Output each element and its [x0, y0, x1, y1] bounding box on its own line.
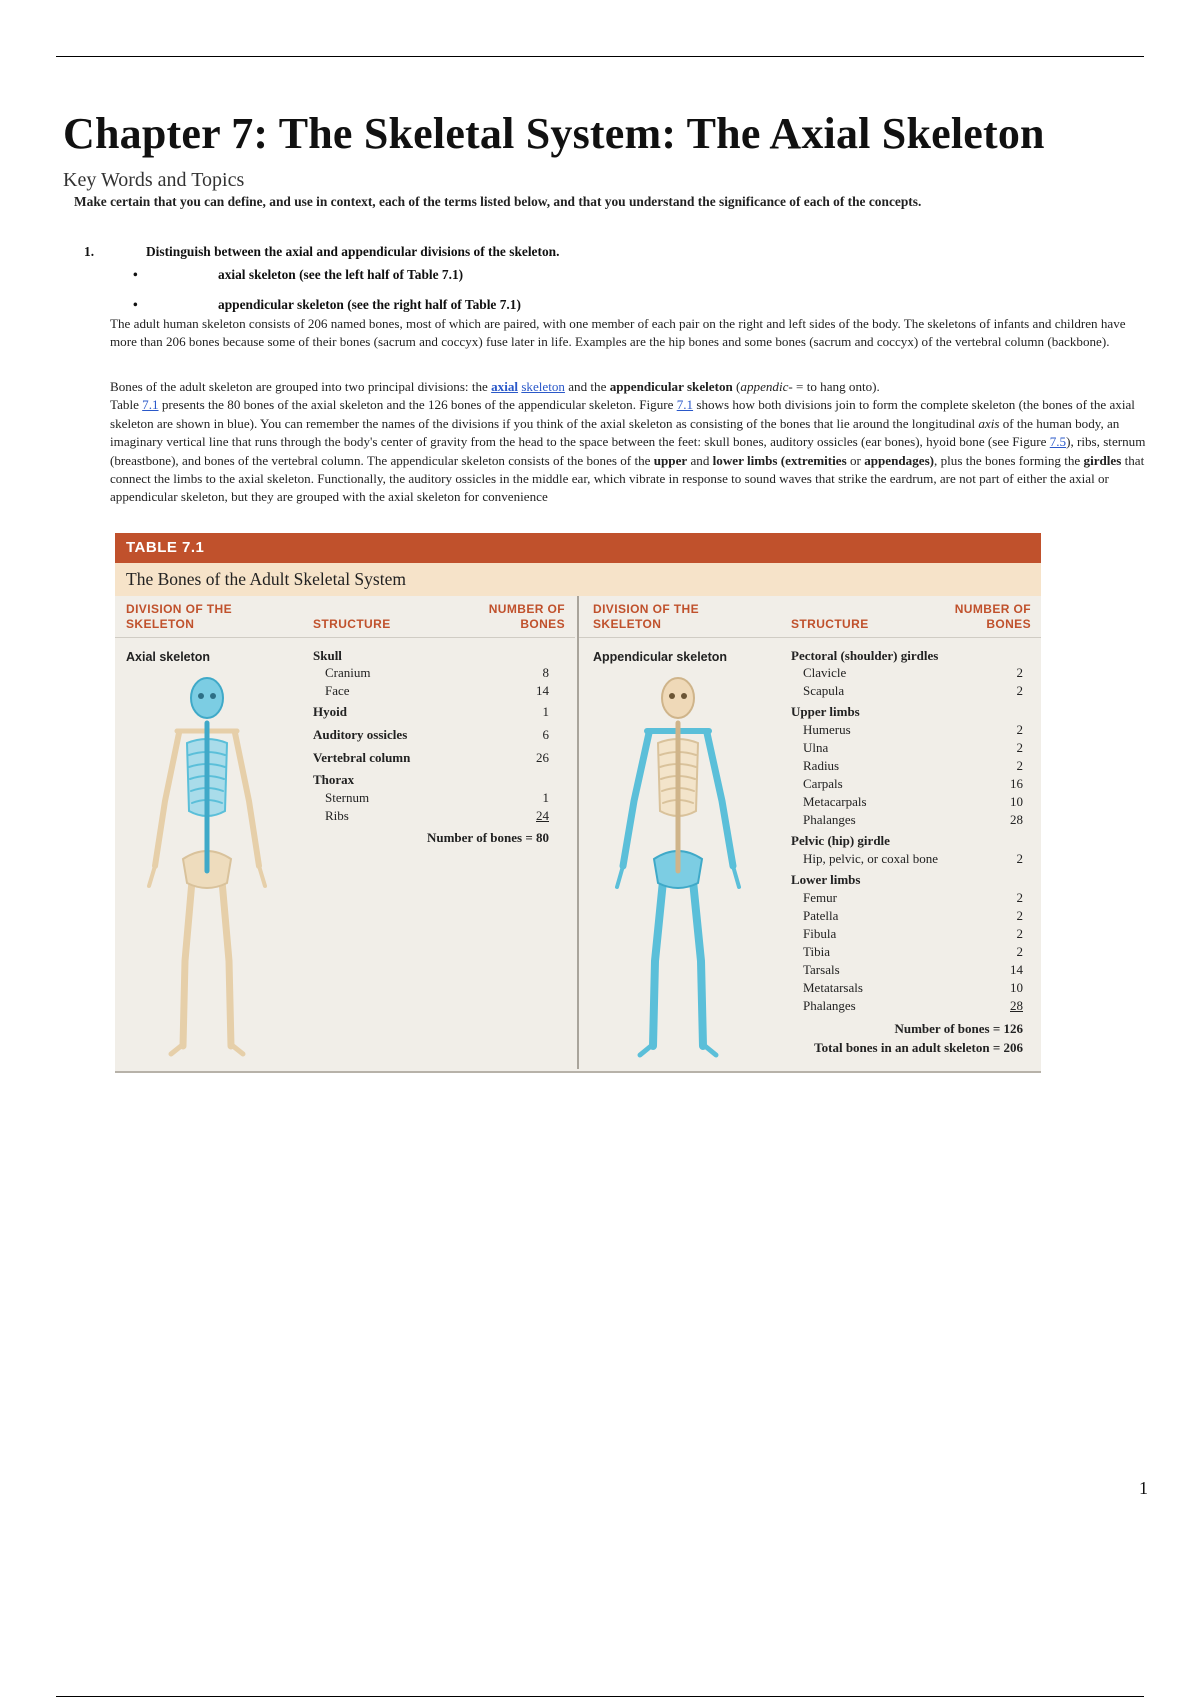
row-sternum: Sternum [325, 790, 370, 805]
row-pectoral-girdles: Pectoral (shoulder) girdles [791, 648, 939, 663]
header-division-left: DIVISION OF THE SKELETON [126, 602, 233, 631]
link-figure-7-1[interactable]: 7.1 [676, 397, 694, 413]
link-table-7-1[interactable]: 7.1 [142, 397, 159, 413]
count-auditory-ossicles: 6 [542, 727, 549, 742]
row-pelvic-girdle: Pelvic (hip) girdle [791, 833, 890, 848]
row-lower-limbs: Lower limbs [791, 872, 861, 887]
row-hyoid: Hyoid [313, 704, 347, 719]
appendicular-total: Number of bones = 126 [894, 1021, 1023, 1036]
term-lower-limbs: lower limbs (extremities [712, 452, 847, 468]
count-metacarpals: 10 [1010, 794, 1023, 809]
count-patella: 2 [1016, 908, 1023, 923]
header-separator [579, 637, 1041, 638]
row-tarsals: Tarsals [803, 962, 840, 977]
axial-skeleton-illustration [137, 671, 277, 1061]
text-run: and the [564, 379, 610, 394]
row-cranium: Cranium [325, 665, 371, 680]
row-phalanges-hand: Phalanges [803, 812, 856, 827]
count-phalanges-foot: 28 [1010, 998, 1023, 1013]
axial-total: Number of bones = 80 [426, 830, 549, 845]
term-appendic: appendic- [740, 379, 793, 394]
link-axial[interactable]: axial [491, 379, 519, 394]
count-carpals: 16 [1010, 776, 1023, 791]
text-run: shows how both divisions join to form the complete skeleton (the bones of the axial skeleton are shown in blue). You can remember the names of the divisions if you think of the axial skeleton as consisting of the bones that lie around the longitudinal [110, 397, 1135, 431]
count-vertebral-column: 26 [536, 750, 549, 765]
row-tibia: Tibia [803, 944, 830, 959]
count-sternum: 1 [542, 790, 549, 805]
row-scapula: Scapula [803, 683, 845, 698]
axial-skeleton-label: Axial skeleton [126, 650, 211, 664]
count-ribs: 24 [536, 808, 549, 823]
row-vertebral-column: Vertebral column [313, 750, 411, 765]
page-title: Chapter 7: The Skeletal System: The Axial Skeleton [63, 109, 1045, 158]
bullet-marker: • [133, 297, 138, 312]
appendicular-skeleton-label: Appendicular skeleton [593, 650, 728, 664]
text-run: of the human body, an imaginary vertical line that runs through the body's center of gravity from the head to the space between the feet: skull bones, auditory ossicles (ear bones), hyoid bone (see Figure [110, 415, 1120, 450]
count-tarsals: 14 [1010, 962, 1023, 977]
row-radius: Radius [803, 758, 840, 773]
row-thorax: Thorax [313, 772, 355, 787]
row-patella: Patella [803, 908, 839, 923]
objective-text: Distinguish between the axial and appendicular divisions of the skeleton. [146, 244, 560, 259]
text-run: = to hang onto). [792, 379, 880, 394]
bullet-axial: axial skeleton (see the left half of Table 7.1) [218, 267, 464, 282]
table-column-divider [577, 596, 579, 1069]
count-phalanges-hand: 28 [1010, 812, 1023, 827]
top-rule [56, 56, 1144, 57]
text-run: Bones of the adult skeleton are grouped into two principal divisions: the [110, 379, 492, 394]
row-ulna: Ulna [803, 740, 829, 755]
header-division-right: DIVISION OF THE SKELETON [593, 602, 700, 631]
objective-number: 1. [84, 244, 95, 259]
count-ulna: 2 [1016, 740, 1023, 755]
header-number-right: NUMBER OF BONES [954, 602, 1031, 631]
row-auditory-ossicles: Auditory ossicles [313, 727, 408, 742]
count-metatarsals: 10 [1010, 980, 1023, 995]
bullet-marker: • [133, 267, 138, 282]
row-fibula: Fibula [803, 926, 837, 941]
count-scapula: 2 [1016, 683, 1023, 698]
table-label: TABLE 7.1 [115, 533, 1041, 563]
count-femur: 2 [1016, 890, 1023, 905]
term-axis: axis [978, 415, 1000, 431]
text-run: presents the 80 bones of the axial skeleton and the 126 bones of the appendicular skeleton. Figure [158, 397, 677, 413]
paragraph-divisions [110, 378, 1155, 507]
table-title: The Bones of the Adult Skeletal System [115, 563, 1041, 596]
link-figure-7-5[interactable]: 7.5 [1049, 434, 1067, 450]
count-hip-bone: 2 [1016, 851, 1023, 866]
count-face: 14 [536, 683, 549, 698]
bullet-appendicular: appendicular skeleton (see the right half of Table 7.1) [218, 297, 521, 312]
row-hip-bone: Hip, pelvic, or coxal bone [803, 851, 939, 866]
count-fibula: 2 [1016, 926, 1023, 941]
header-structure-left: STRUCTURE [313, 617, 391, 631]
row-metacarpals: Metacarpals [803, 794, 867, 809]
text-run: Table [110, 397, 143, 413]
count-cranium: 8 [542, 665, 549, 680]
header-structure-right: STRUCTURE [791, 617, 869, 631]
table-7-1 [115, 533, 1041, 1073]
grand-total: Total bones in an adult skeleton = 206 [814, 1040, 1023, 1055]
row-clavicle: Clavicle [803, 665, 847, 680]
paragraph-adult-skeleton: The adult human skeleton consists of 206 named bones, most of which are paired, with one member of each pair on the right and left sides of the body. The skeletons of infants and children have more than 206 bones because some of their bones (sacrum and coccyx) fuse later in life. Examples are the hip bones and some bones (sacrum and coccyx) of the vertebral column (backbone). [110, 316, 1126, 350]
link-skeleton[interactable]: skeleton [521, 379, 565, 394]
count-humerus: 2 [1016, 722, 1023, 737]
term-upper: upper [653, 452, 688, 468]
row-femur: Femur [803, 890, 837, 905]
row-metatarsals: Metatarsals [803, 980, 863, 995]
header-number-left: NUMBER OF BONES [488, 602, 565, 631]
count-clavicle: 2 [1016, 665, 1023, 680]
bottom-rule [56, 1696, 1144, 1697]
subtitle: Key Words and Topics [63, 169, 245, 191]
row-phalanges-foot: Phalanges [803, 998, 856, 1013]
text-run: or [846, 452, 865, 468]
header-separator [115, 637, 575, 638]
page-number: 1 [1139, 1478, 1148, 1498]
row-carpals: Carpals [803, 776, 843, 791]
text-run: , plus the bones forming the [934, 452, 1084, 468]
count-radius: 2 [1016, 758, 1023, 773]
row-face: Face [325, 683, 350, 698]
row-humerus: Humerus [803, 722, 851, 737]
term-appendages: appendages) [864, 452, 935, 468]
row-skull: Skull [313, 648, 342, 663]
count-hyoid: 1 [542, 704, 549, 719]
text-run: that connect the limbs to the axial skeleton. Functionally, the auditory ossicles in the middle ear, which vibrate in response to sound waves that strike the eardrum, are not part of either the axial or appendicular skeleton, but they are grouped with the axial skeleton for convenience [110, 452, 1145, 505]
text-run: ( [732, 379, 741, 394]
instruction-text: Make certain that you can define, and use in context, each of the terms listed below, and that you understand the significance of each of the concepts. [74, 194, 922, 209]
row-ribs: Ribs [325, 808, 349, 823]
text-run: ), ribs, sternum (breastbone), and bones of the vertebral column. The appendicular skeleton consists of the bones of the [110, 434, 1146, 468]
count-tibia: 2 [1016, 944, 1023, 959]
row-upper-limbs: Upper limbs [791, 704, 860, 719]
term-girdles: girdles [1083, 452, 1122, 468]
appendicular-skeleton-illustration [603, 671, 753, 1061]
text-run: and [687, 452, 713, 468]
term-appendicular-skeleton: appendicular skeleton [609, 379, 733, 394]
